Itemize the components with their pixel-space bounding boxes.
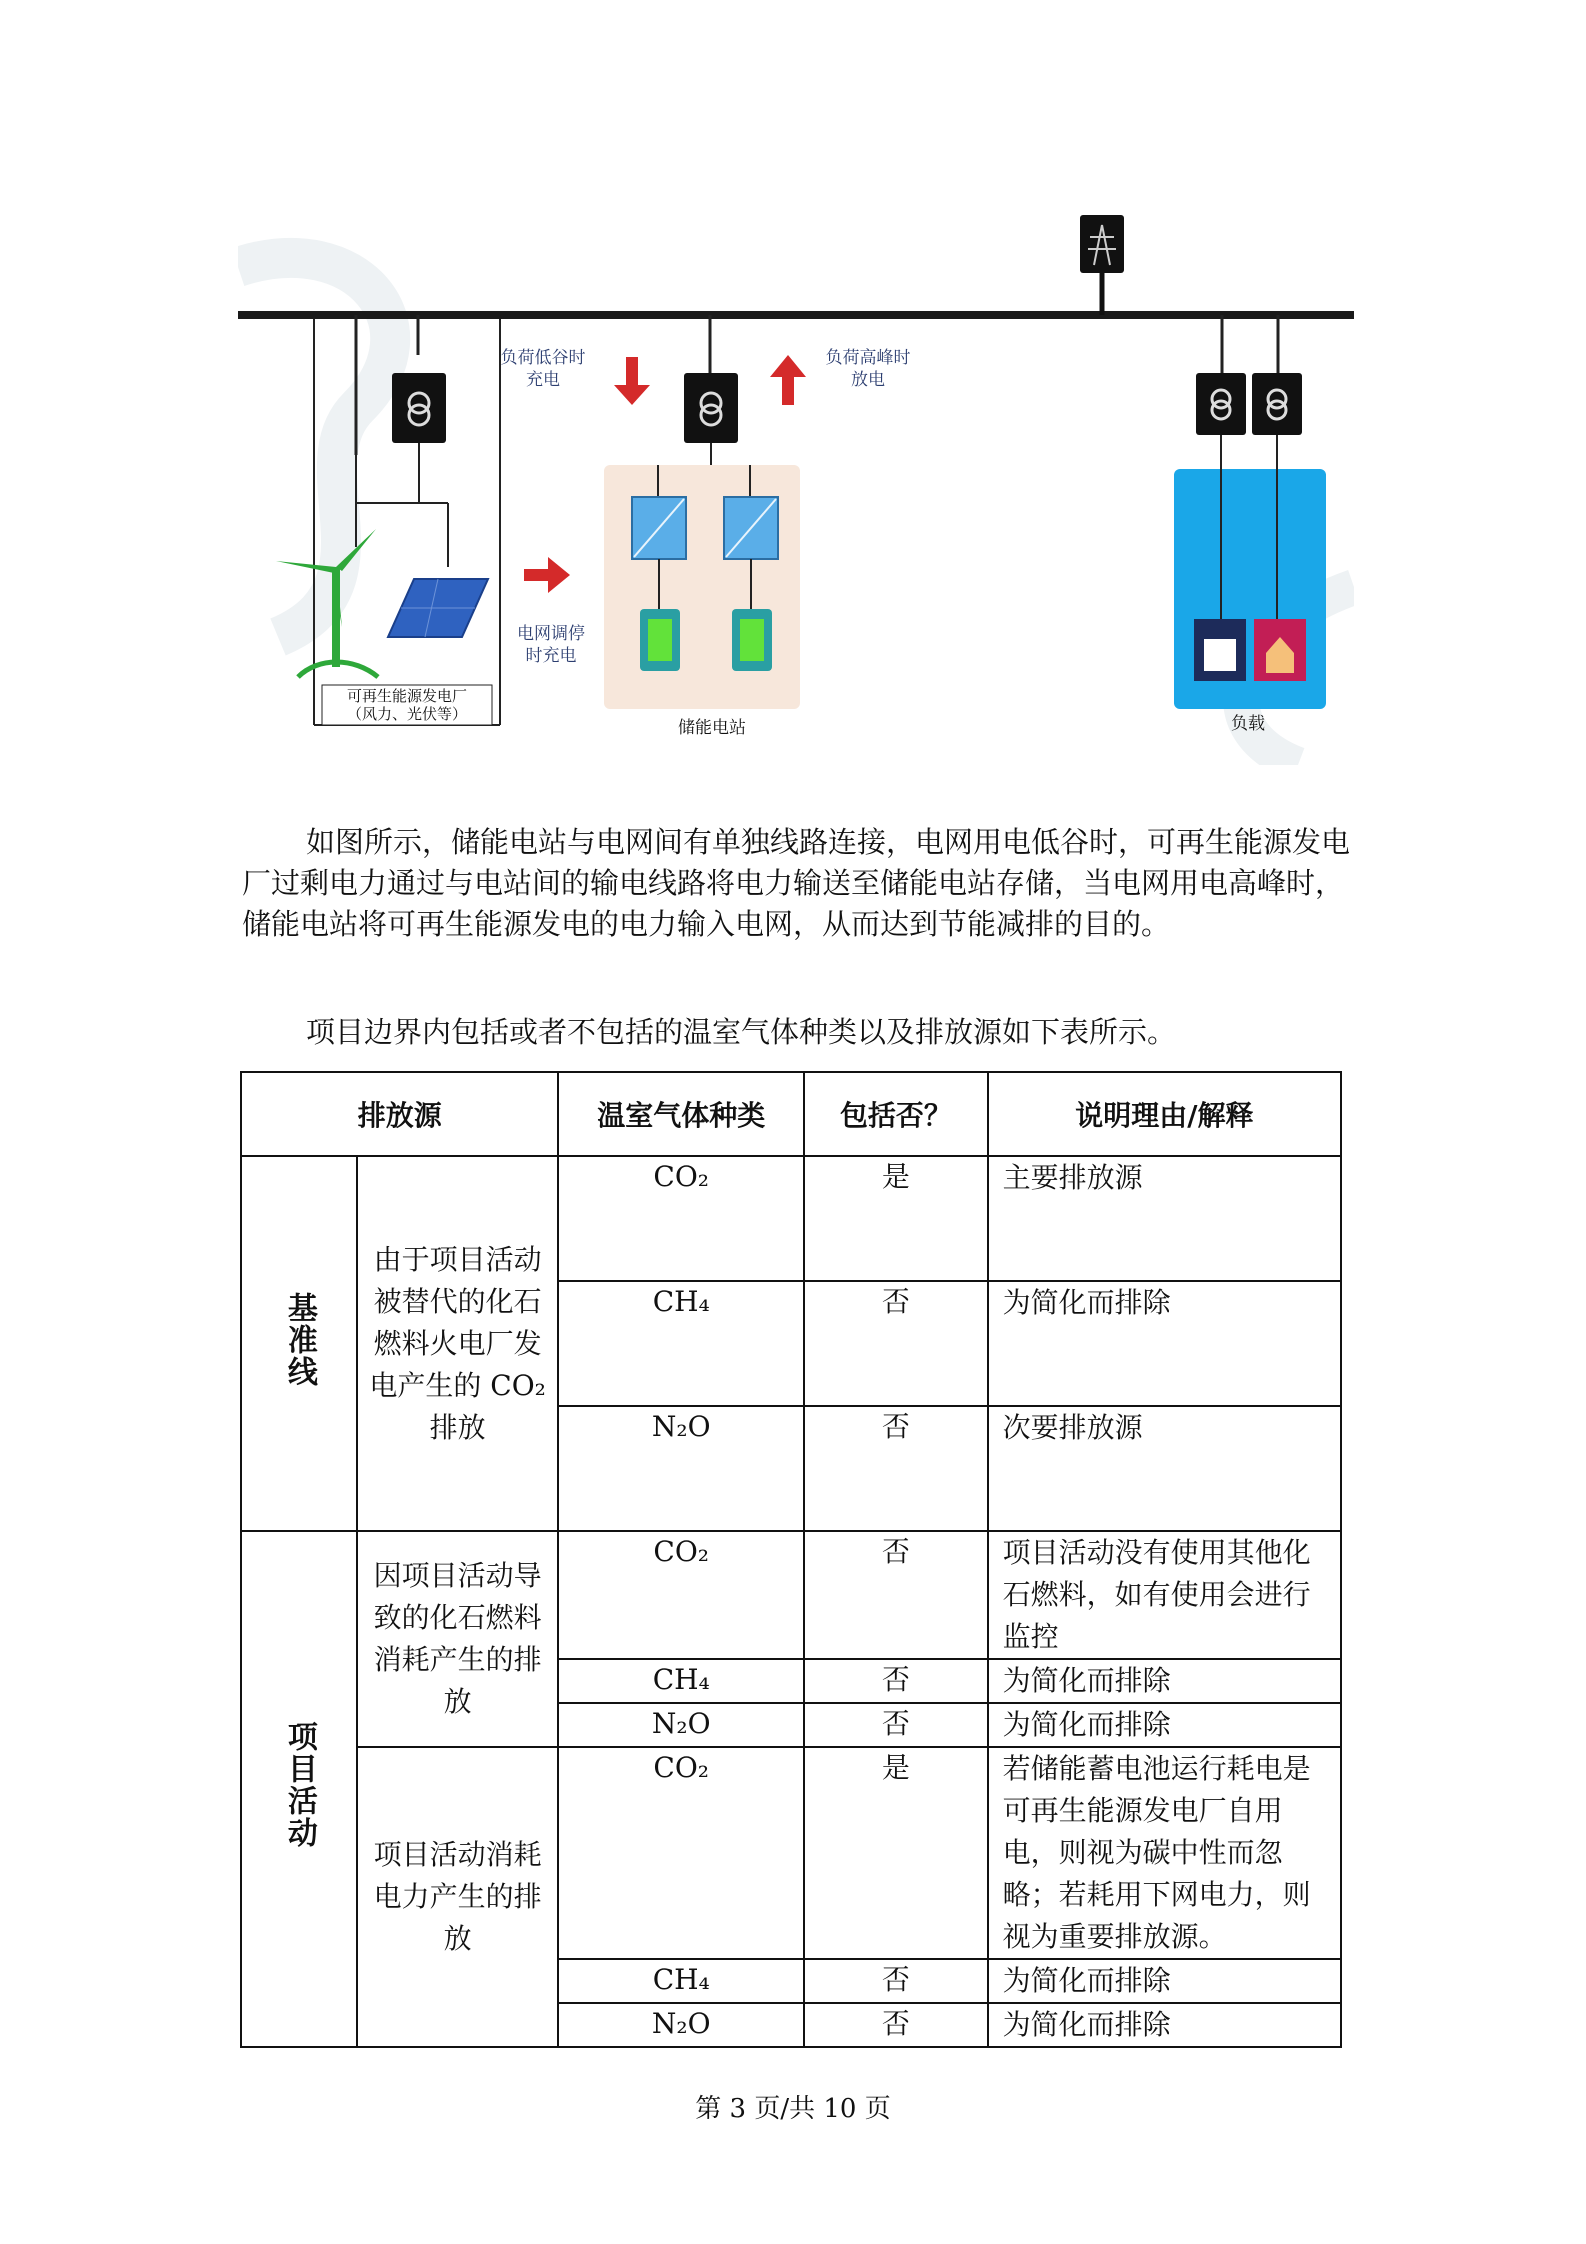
included-cell: 否 bbox=[804, 1406, 988, 1531]
grid-storage-diagram bbox=[238, 207, 1354, 765]
page-number-footer: 第 3 页/共 10 页 bbox=[695, 2094, 891, 2124]
explanation-cell: 为简化而排除 bbox=[988, 1281, 1341, 1406]
label-storage-station: 储能电站 bbox=[678, 718, 746, 738]
transformer-icon-storage bbox=[684, 373, 738, 443]
included-cell: 否 bbox=[804, 1703, 988, 1747]
right-arrow-icon bbox=[524, 557, 570, 593]
paragraph-table-intro: 项目边界内包括或者不包括的温室气体种类以及排放源如下表所示。 bbox=[306, 1015, 1177, 1049]
explanation-cell: 若储能蓄电池运行耗电是可再生能源发电厂自用电，则视为碳中性而忽略；若耗用下网电力，则视为重要排放源。 bbox=[988, 1747, 1341, 1959]
label-load: 负载 bbox=[1231, 714, 1265, 734]
gas-cell: CO₂ bbox=[558, 1156, 804, 1281]
header-gas: 温室气体种类 bbox=[558, 1072, 804, 1156]
explanation-cell: 主要排放源 bbox=[988, 1156, 1341, 1281]
included-cell: 否 bbox=[804, 1281, 988, 1406]
header-explanation: 说明理由/解释 bbox=[988, 1072, 1341, 1156]
gas-cell: CH₄ bbox=[558, 1959, 804, 2003]
down-arrow-icon bbox=[614, 357, 650, 405]
explanation-cell: 为简化而排除 bbox=[988, 1703, 1341, 1747]
explanation-cell: 为简化而排除 bbox=[988, 2003, 1341, 2047]
gas-cell: CH₄ bbox=[558, 1281, 804, 1406]
header-source: 排放源 bbox=[241, 1072, 558, 1156]
included-cell: 是 bbox=[804, 1747, 988, 1959]
source-project-fuel: 因项目活动导致的化石燃料消耗产生的排放 bbox=[357, 1531, 559, 1747]
category-baseline-label: 基准线 bbox=[281, 1291, 317, 1388]
explanation-cell: 为简化而排除 bbox=[988, 1659, 1341, 1703]
table-row bbox=[241, 1531, 1341, 1659]
table-header-row bbox=[241, 1072, 1341, 1156]
category-project-label: 项目活动 bbox=[281, 1721, 317, 1849]
transformer-icon-load-1 bbox=[1196, 373, 1246, 435]
explanation-cell: 次要排放源 bbox=[988, 1406, 1341, 1531]
label-peak-load-discharge: 负荷高峰时 放电 bbox=[825, 348, 911, 390]
diagram-drawing bbox=[238, 207, 1354, 765]
paragraph-description: 如图所示，储能电站与电网间有单独线路连接，电网用电低谷时，可再生能源发电厂过剩电力通过与电站间的输电线路将电力输送至储能电站存储，当电网用电高峰时，储能电站将可再生能源发电的电力输入电网，从而达到节能减排的目的。 bbox=[242, 825, 1351, 941]
gas-cell: N₂O bbox=[558, 1703, 804, 1747]
transformer-icon-left bbox=[392, 373, 446, 443]
included-cell: 是 bbox=[804, 1156, 988, 1281]
up-arrow-icon bbox=[770, 355, 806, 405]
label-low-load-charge: 负荷低谷时 充电 bbox=[500, 348, 586, 390]
included-cell: 否 bbox=[804, 1659, 988, 1703]
label-grid-dispatch-charge: 电网调停 时充电 bbox=[517, 624, 585, 666]
gas-cell: CO₂ bbox=[558, 1531, 804, 1659]
table-row bbox=[241, 1156, 1341, 1281]
gas-cell: CH₄ bbox=[558, 1659, 804, 1703]
source-baseline: 由于项目活动被替代的化石燃料火电厂发电产生的 CO₂ 排放 bbox=[357, 1156, 559, 1531]
gas-cell: N₂O bbox=[558, 2003, 804, 2047]
grid-bus-line bbox=[238, 311, 1354, 319]
explanation-cell: 项目活动没有使用其他化石燃料，如有使用会进行监控 bbox=[988, 1531, 1341, 1659]
grid-tower-icon bbox=[1080, 215, 1124, 273]
included-cell: 否 bbox=[804, 1531, 988, 1659]
category-baseline bbox=[241, 1156, 357, 1531]
transformer-icon-load-2 bbox=[1252, 373, 1302, 435]
included-cell: 否 bbox=[804, 1959, 988, 2003]
category-project bbox=[241, 1531, 357, 2047]
source-project-electricity: 项目活动消耗电力产生的排放 bbox=[357, 1747, 559, 2047]
explanation-cell: 为简化而排除 bbox=[988, 1959, 1341, 2003]
included-cell: 否 bbox=[804, 2003, 988, 2047]
emission-source-table bbox=[240, 1071, 1342, 2048]
gas-cell: N₂O bbox=[558, 1406, 804, 1531]
label-renewable-plant: 可再生能源发电厂 （风力、光伏等） bbox=[346, 687, 467, 723]
header-included: 包括否？ bbox=[804, 1072, 988, 1156]
gas-cell: CO₂ bbox=[558, 1747, 804, 1959]
solar-panel-icon bbox=[388, 579, 488, 637]
table-row bbox=[241, 1747, 1341, 1959]
